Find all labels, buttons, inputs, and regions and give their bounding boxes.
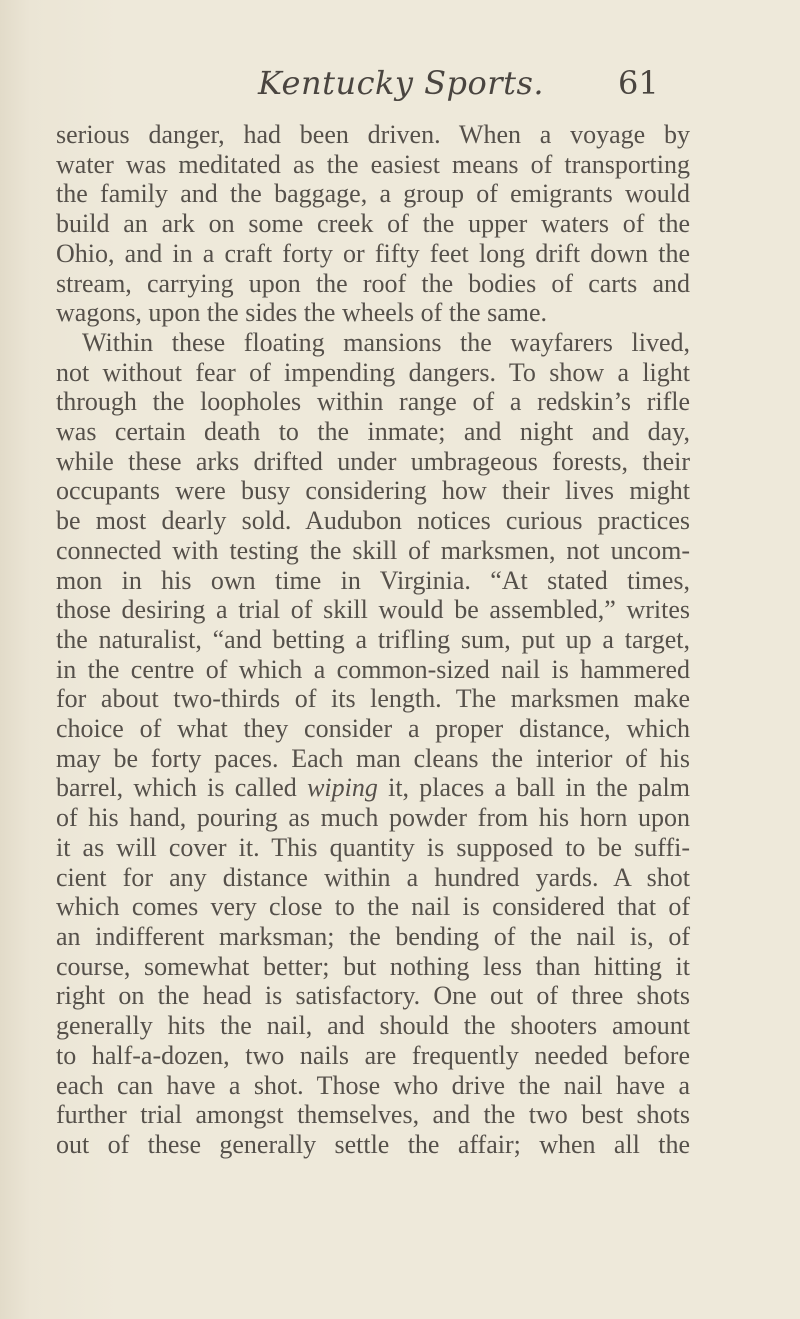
text-line: choice of what they consider a proper distance, which (56, 714, 690, 744)
text-line: course, somewhat better; but nothing less than hitting it (56, 951, 690, 981)
text-line: out of these generally settle the affair; when all the (56, 1129, 690, 1159)
page-number: 61 (618, 64, 659, 102)
text-line: build an ark on some creek of the upper waters of the (56, 209, 690, 239)
text-line: in the centre of which a common-sized nail is hammered (56, 654, 690, 684)
text-line: through the loopholes within range of a redskin’s rifle (56, 387, 690, 417)
text-line: wagons, upon the sides the wheels of the same. (56, 298, 548, 328)
text-line: Ohio, and in a craft forty or fifty feet long drift down the (56, 238, 690, 268)
text-line: water was meditated as the easiest means of transporting (56, 149, 690, 179)
text-line: stream, carrying upon the roof the bodies of carts and (56, 268, 690, 298)
text-line: further trial amongst themselves, and the two best shots (56, 1100, 690, 1130)
text-line: right on the head is satisfactory. One out of three shots (56, 981, 690, 1011)
text-segment: barrel, which is called (56, 773, 308, 803)
page-header (0, 64, 800, 108)
text-line: the family and the baggage, a group of emigrants would (56, 179, 690, 209)
text-line: mon in his own time in Virginia. “At stated times, (56, 565, 690, 595)
text-line: of his hand, pouring as much powder from his horn upon (56, 803, 690, 833)
text-line: connected with testing the skill of marksmen, not uncom- (56, 535, 690, 565)
text-line: generally hits the nail, and should the shooters amount (56, 1011, 690, 1041)
text-line: an indifferent marksman; the bending of the nail is, of (56, 921, 690, 951)
text-segment: it, places a ball in the palm (377, 773, 690, 803)
text-line: may be forty paces. Each man cleans the interior of his (56, 743, 690, 773)
italic-term: wiping (307, 773, 378, 803)
body-text (56, 120, 690, 1160)
text-line: the naturalist, “and betting a trifling sum, put up a target, (56, 624, 690, 654)
text-line: Within these floating mansions the wayfarers lived, (82, 327, 690, 357)
text-line: which comes very close to the nail is considered that of (56, 892, 690, 922)
text-line: was certain death to the inmate; and night and day, (56, 417, 690, 447)
text-line: while these arks drifted under umbrageous forests, their (56, 446, 690, 476)
text-line: those desiring a trial of skill would be assembled,” writes (56, 595, 690, 625)
text-line: for about two-thirds of its length. The marksmen make (56, 684, 690, 714)
text-line: cient for any distance within a hundred yards. A shot (56, 862, 690, 892)
text-line: it as will cover it. This quantity is supposed to be suffi- (56, 832, 690, 862)
text-line: be most dearly sold. Audubon notices curious practices (56, 506, 690, 536)
text-line: to half-a-dozen, two nails are frequently needed before (56, 1040, 690, 1070)
text-line (56, 773, 690, 803)
text-line: not without fear of impending dangers. To show a light (56, 357, 690, 387)
text-line: occupants were busy considering how their lives might (56, 476, 690, 506)
running-title: Kentucky Sports. (258, 64, 545, 102)
text-line: serious danger, had been driven. When a voyage by (56, 120, 690, 149)
text-line: each can have a shot. Those who drive the nail have a (56, 1070, 690, 1100)
